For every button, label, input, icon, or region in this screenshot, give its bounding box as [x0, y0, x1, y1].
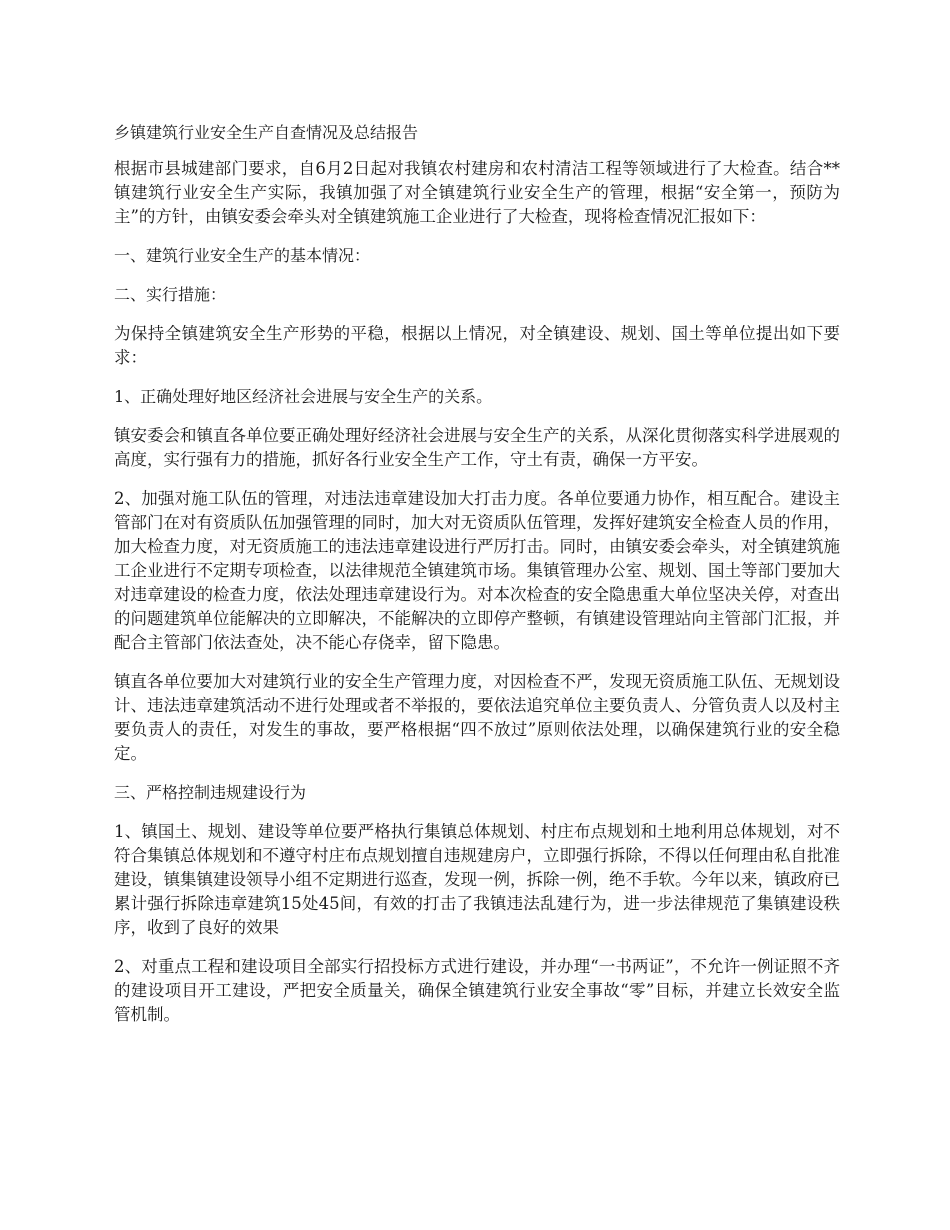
section-heading-1: 一、建筑行业安全生产的基本情况：	[114, 246, 371, 265]
document-title: 乡镇建筑行业安全生产自查情况及总结报告	[114, 123, 419, 142]
item-1-paragraph: 镇安委会和镇直各单位要正确处理好经济社会进展与安全生产的关系，从深化贯彻落实科学进展观的高度，实行强有力的措施，抓好各行业安全生产工作，守土有责，确保一方平安。	[114, 426, 840, 469]
bidding-paragraph: 2、对重点工程和建设项目全部实行招投标方式进行建设，并办理“一书两证”，不允许一例证照不齐的建设项目开工建设，严把安全质量关，确保全镇建筑行业安全事故“零”目标，并建立长效安全监管机制。	[114, 957, 840, 1024]
requirements-paragraph: 为保持全镇建筑安全生产形势的平稳，根据以上情况，对全镇建设、规划、国土等单位提出如下要求：	[114, 324, 840, 367]
section-heading-2: 二、实行措施：	[114, 285, 227, 304]
document-page	[114, 121, 840, 1042]
intro-paragraph: 根据市县城建部门要求，自6月2日起对我镇农村建房和农村清洁工程等领域进行了大检查。结合**镇建筑行业安全生产实际，我镇加强了对全镇建筑行业安全生产的管理，根据“安全第一，预防为主”的方针，由镇安委会牵头对全镇建筑施工企业进行了大检查，现将检查情况汇报如下：	[114, 159, 840, 226]
planning-paragraph: 1、镇国土、规划、建设等单位要严格执行集镇总体规划、村庄布点规划和土地利用总体规划，对不符合集镇总体规划和不遵守村庄布点规划擅自违规建房户，立即强行拆除，不得以任何理由私自批准建设，镇集镇建设领导小组不定期进行巡查，发现一例，拆除一例，绝不手软。今年以来，镇政府已累计强行拆除违章建筑15处45间，有效的打击了我镇违法乱建行为，进一步法律规范了集镇建设秩序，收到了良好的效果	[114, 822, 840, 937]
item-heading-1: 1、正确处理好地区经济社会进展与安全生产的关系。	[114, 387, 493, 406]
section-heading-3: 三、严格控制违规建设行为	[114, 783, 307, 802]
responsibility-paragraph: 镇直各单位要加大对建筑行业的安全生产管理力度，对因检查不严，发现无资质施工队伍、无规划设计、违法违章建筑活动不进行处理或者不举报的，要依法追究单位主要负责人、分管负责人以及村主要负责人的责任，对发生的事故，要严格根据“四不放过”原则依法处理，以确保建筑行业的安全稳定。	[114, 672, 840, 763]
item-2-paragraph: 2、加强对施工队伍的管理，对违法违章建设加大打击力度。各单位要通力协作，相互配合。建设主管部门在对有资质队伍加强管理的同时，加大对无资质队伍管理，发挥好建筑安全检查人员的作用，加大检查力度，对无资质施工的违法违章建设进行严厉打击。同时，由镇安委会牵头，对全镇建筑施工企业进行不定期专项检查，以法律规范全镇建筑市场。集镇管理办公室、规划、国土等部门要加大对违章建设的检查力度，依法处理违章建设行为。对本次检查的安全隐患重大单位坚决关停，对查出的问题建筑单位能解决的立即解决，不能解决的立即停产整顿，有镇建设管理站向主管部门汇报，并配合主管部门依法查处，决不能心存侥幸，留下隐患。	[114, 489, 840, 652]
